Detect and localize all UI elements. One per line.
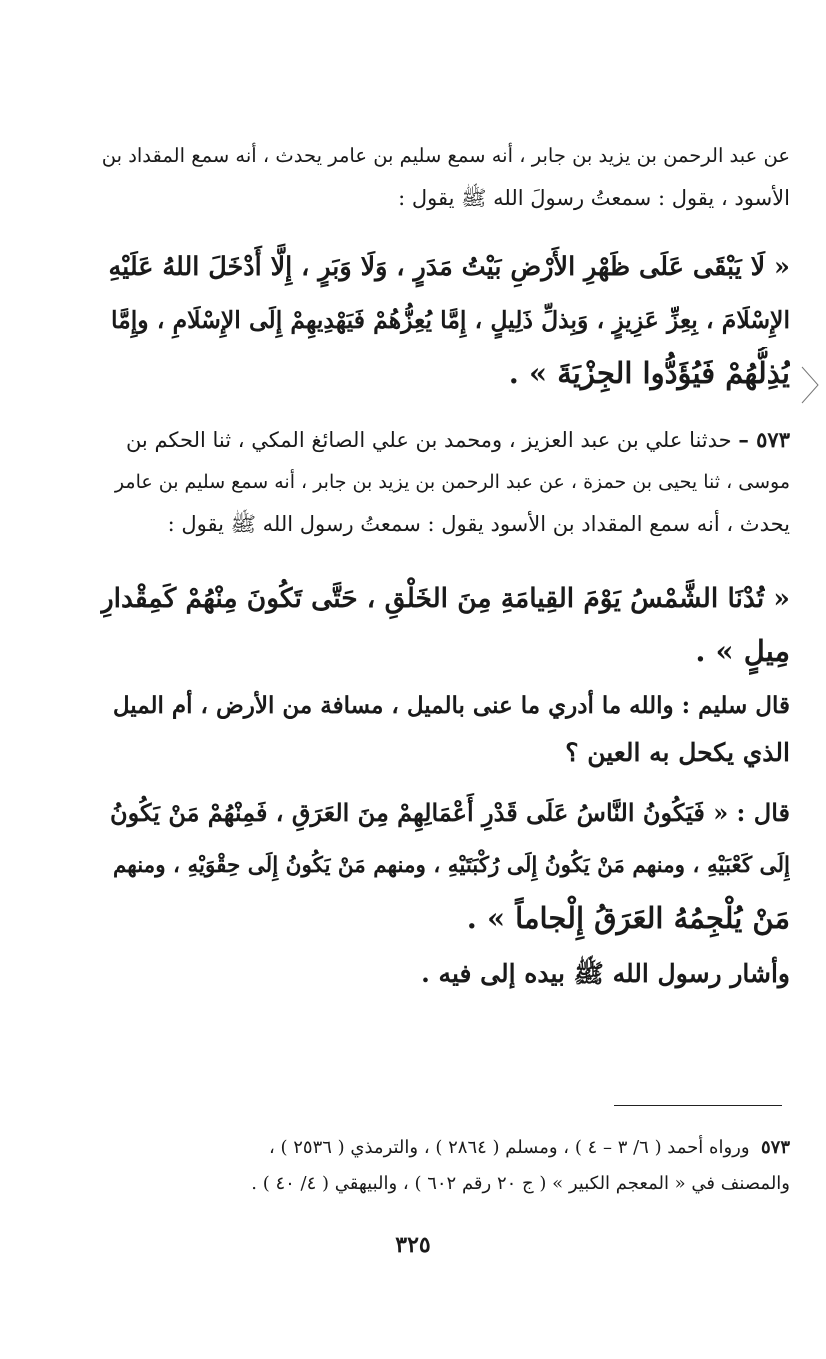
footnote-divider: [614, 1105, 782, 1106]
margin-mark: [800, 365, 820, 405]
hadith-line: يُذِلُّهُمْ فَيُؤَدُّوا الجِزْيَةَ » .: [508, 356, 790, 390]
narrator-comment: [100, 682, 790, 776]
footnote-line-content: ورواه أحمد ( ٦/ ٣ – ٤ ) ، ومسلم ( ٢٨٦٤ ) ، والترمذي ( ٢٥٣٦ ) ،: [268, 1137, 750, 1158]
isnad-paragraph: [100, 135, 790, 219]
isnad-paragraph-573: [100, 419, 790, 545]
text-line: [100, 419, 790, 461]
text-line: الأسود ، يقول : سمعتُ رسولَ الله ﷺ يقول :: [398, 186, 790, 210]
text-line: قال سليم : والله ما أدري ما عنى بالميل ، مسافة من الأرض ، أم الميل: [112, 692, 790, 719]
text-line: موسى ، ثنا يحيى بن حمزة ، عن عبد الرحمن بن يزيد بن جابر ، أنه سمع سليم بن عامر: [114, 471, 790, 493]
footnote-line: والمصنف في « المعجم الكبير » ( ج ٢٠ رقم ٦٠٢ ) ، والبيهقي ( ٤/ ٤٠ ) .: [251, 1173, 790, 1194]
text-line: وأشار رسول الله ﷺ بيده إلى فيه .: [421, 959, 790, 988]
page-number: ٣٢٥: [395, 1232, 431, 1258]
text-line: الذي يكحل به العين ؟: [565, 738, 790, 767]
hadith-text: [100, 241, 790, 400]
hadith-text: [100, 572, 790, 678]
text-line-content: حدثنا علي بن عبد العزيز ، ومحمد بن علي الصائغ المكي ، ثنا الحكم بن: [125, 428, 732, 452]
hadith-number: ٥٧٣ –: [738, 427, 790, 452]
footnote: [100, 1130, 790, 1202]
hadith-line: مَنْ يُلْجِمُهُ العَرَقُ إِلْجاماً » .: [466, 901, 790, 935]
hadith-line: مِيلٍ » .: [695, 634, 790, 668]
footnote-number: ٥٧٣: [760, 1137, 790, 1158]
hadith-line: « تُدْنَا الشَّمْسُ يَوْمَ القِيامَةِ مِنَ الخَلْقِ ، حَتَّى تَكُونَ مِنْهُمْ كَمِقْدارِ: [100, 583, 790, 614]
closing-sentence: [100, 950, 790, 997]
text-line: عن عبد الرحمن بن يزيد بن جابر ، أنه سمع سليم بن عامر يحدث ، أنه سمع المقداد بن: [101, 144, 790, 167]
hadith-text: [100, 786, 790, 945]
footnote-line: [100, 1130, 790, 1166]
hadith-line: قال : « فَيَكُونُ النَّاسُ عَلَى قَدْرِ أَعْمَالِهِمْ مِنَ العَرَقِ ، فَمِنْهُمْ مَنْ يَكُونُ: [110, 798, 790, 827]
hadith-line: إِلَى كَعْبَيْهِ ، ومنهم مَنْ يَكُونُ إِلَى رُكْبَتَيْهِ ، ومنهم مَنْ يَكُونُ إِلَى حِقْوَيْهِ ، ومنهم: [112, 853, 790, 878]
hadith-line: « لَا يَبْقَى عَلَى ظَهْرِ الأَرْضِ بَيْتُ مَدَرٍ ، وَلَا وَبَرٍ ، إِلَّا أَدْخَلَ اللهُ عَلَيْهِ: [108, 252, 790, 282]
text-line: يحدث ، أنه سمع المقداد بن الأسود يقول : سمعتُ رسول الله ﷺ يقول :: [167, 512, 790, 536]
hadith-line: الإِسْلَامَ ، بِعِزِّ عَزِيزٍ ، وَبِذلِّ ذَلِيلٍ ، إِمَّا يُعِزُّهُمْ فَيَهْدِيهِمْ إِلَى الإِسْلَامِ ، وإِمَّا: [111, 306, 790, 334]
